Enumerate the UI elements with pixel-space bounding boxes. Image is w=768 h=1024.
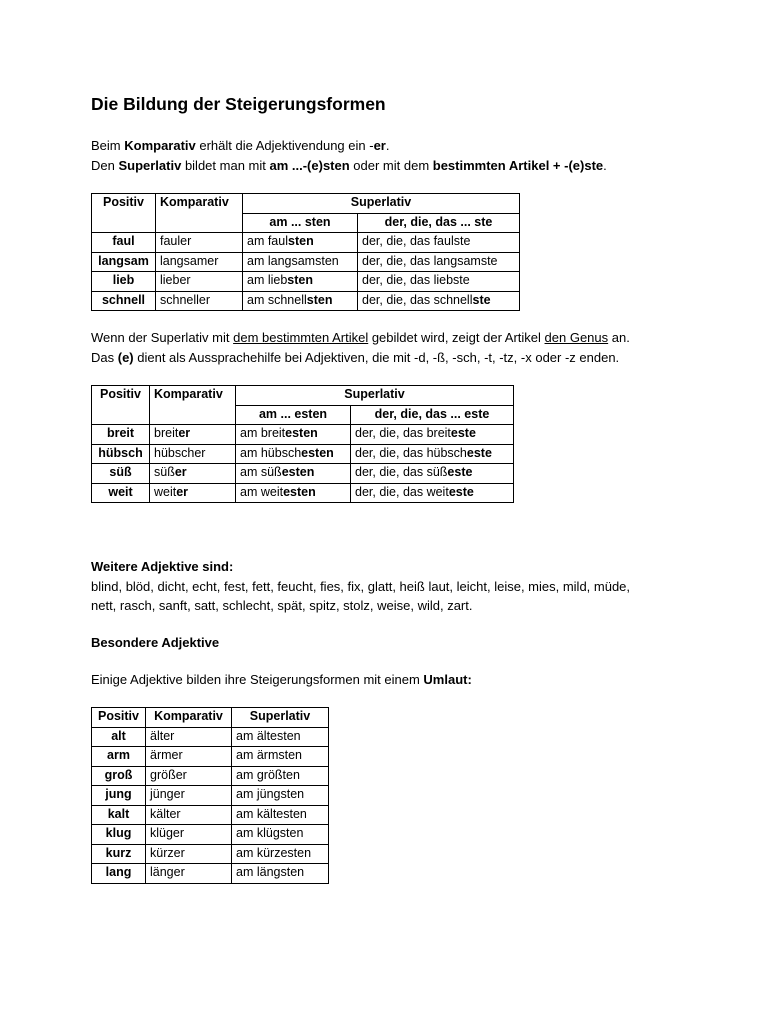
table-row — [92, 727, 329, 747]
cell-positiv: langsam — [92, 252, 156, 272]
table-row — [92, 805, 329, 825]
table-row — [92, 786, 329, 806]
cell-superlativ-der: der, die, das weiteste — [351, 483, 514, 503]
table-row — [92, 291, 520, 311]
table-row — [92, 747, 329, 767]
cell-superlativ-der: der, die, das hübscheste — [351, 444, 514, 464]
cell-superlativ-der: der, die, das breiteste — [351, 425, 514, 445]
header-sub-der: der, die, das ... este — [351, 405, 514, 425]
cell-superlativ-am: am weitesten — [236, 483, 351, 503]
explanation-line-1: Wenn der Superlativ mit dem bestimmten Artikel gebildet wird, zeigt der Artikel den Genus an. — [91, 330, 630, 345]
cell-komparativ: älter — [146, 727, 232, 747]
cell-superlativ: am ältesten — [232, 727, 329, 747]
cell-komparativ: kälter — [146, 805, 232, 825]
table-row — [92, 272, 520, 292]
cell-positiv: kalt — [92, 805, 146, 825]
cell-komparativ: breiter — [150, 425, 236, 445]
more-adjectives-section — [91, 557, 630, 616]
cell-superlativ-der: der, die, das süßeste — [351, 464, 514, 484]
intro-line-1: Beim Komparativ erhält die Adjektivendung ein -er. — [91, 138, 390, 153]
cell-positiv: lieb — [92, 272, 156, 292]
cell-positiv: klug — [92, 825, 146, 845]
header-positiv: Positiv — [92, 708, 146, 728]
cell-komparativ: klüger — [146, 825, 232, 845]
header-komparativ: Komparativ — [146, 708, 232, 728]
table-esten-superlative — [91, 385, 514, 503]
cell-positiv: jung — [92, 786, 146, 806]
cell-komparativ: ärmer — [146, 747, 232, 767]
cell-superlativ: am größten — [232, 766, 329, 786]
cell-superlativ-am: am hübschesten — [236, 444, 351, 464]
cell-positiv: arm — [92, 747, 146, 767]
cell-superlativ: am längsten — [232, 864, 329, 884]
cell-superlativ-am: am breitesten — [236, 425, 351, 445]
explanation-line-2: Das (e) dient als Aussprachehilfe bei Adjektiven, die mit -d, -ß, -sch, -t, -tz, -x oder -z enden. — [91, 349, 620, 365]
cell-superlativ-am: am langsamsten — [243, 252, 358, 272]
header-superlativ: Superlativ — [243, 194, 520, 214]
cell-positiv: breit — [92, 425, 150, 445]
intro-line-2: Den Superlativ bildet man mit am ...-(e)sten oder mit dem bestimmten Artikel + -(e)ste. — [91, 157, 607, 173]
intro-paragraph — [91, 136, 607, 175]
table-row — [92, 483, 514, 503]
table-row — [92, 444, 514, 464]
cell-positiv: faul — [92, 233, 156, 253]
adjective-list-line-1: blind, blöd, dicht, echt, fest, fett, feucht, fies, fix, glatt, heiß laut, leicht, leise, mies, mild, müde, — [91, 578, 631, 594]
header-positiv: Positiv — [92, 386, 150, 425]
special-adjectives-heading: Besondere Adjektive — [91, 635, 220, 650]
cell-superlativ-der: der, die, das liebste — [358, 272, 520, 292]
cell-positiv: lang — [92, 864, 146, 884]
cell-superlativ: am klügsten — [232, 825, 329, 845]
table-row — [92, 844, 329, 864]
explanation-paragraph — [91, 328, 630, 367]
cell-superlativ-am: am liebsten — [243, 272, 358, 292]
table-row — [92, 825, 329, 845]
cell-superlativ-am: am süßesten — [236, 464, 351, 484]
cell-komparativ: weiter — [150, 483, 236, 503]
table-umlaut — [91, 707, 329, 884]
cell-superlativ-der: der, die, das schnellste — [358, 291, 520, 311]
cell-komparativ: hübscher — [150, 444, 236, 464]
cell-komparativ: größer — [146, 766, 232, 786]
cell-komparativ: süßer — [150, 464, 236, 484]
table-regular-superlative — [91, 193, 520, 311]
cell-positiv: kurz — [92, 844, 146, 864]
cell-superlativ: am kürzesten — [232, 844, 329, 864]
header-komparativ: Komparativ — [156, 194, 243, 233]
cell-superlativ-der: der, die, das faulste — [358, 233, 520, 253]
cell-komparativ: länger — [146, 864, 232, 884]
table-row — [92, 766, 329, 786]
table-row — [92, 233, 520, 253]
cell-komparativ: jünger — [146, 786, 232, 806]
cell-superlativ-am: am faulsten — [243, 233, 358, 253]
header-sub-der: der, die, das ... ste — [358, 213, 520, 233]
cell-positiv: süß — [92, 464, 150, 484]
umlaut-intro: Einige Adjektive bilden ihre Steigerungsformen mit einem Umlaut: — [91, 672, 472, 687]
cell-komparativ: kürzer — [146, 844, 232, 864]
cell-superlativ: am ärmsten — [232, 747, 329, 767]
header-komparativ: Komparativ — [150, 386, 236, 425]
cell-positiv: weit — [92, 483, 150, 503]
cell-superlativ-am: am schnellsten — [243, 291, 358, 311]
cell-positiv: hübsch — [92, 444, 150, 464]
cell-superlativ: am kältesten — [232, 805, 329, 825]
header-sub-am: am ... esten — [236, 405, 351, 425]
adjective-list-line-2: nett, rasch, sanft, satt, schlecht, spät, spitz, stolz, weise, wild, zart. — [91, 598, 473, 613]
page-title: Die Bildung der Steigerungsformen — [91, 94, 386, 114]
header-superlativ: Superlativ — [232, 708, 329, 728]
header-superlativ: Superlativ — [236, 386, 514, 406]
cell-komparativ: schneller — [156, 291, 243, 311]
table-row — [92, 425, 514, 445]
cell-superlativ: am jüngsten — [232, 786, 329, 806]
cell-positiv: alt — [92, 727, 146, 747]
header-sub-am: am ... sten — [243, 213, 358, 233]
table-row — [92, 464, 514, 484]
cell-positiv: schnell — [92, 291, 156, 311]
cell-komparativ: langsamer — [156, 252, 243, 272]
section-heading: Weitere Adjektive sind: — [91, 559, 234, 574]
cell-komparativ: lieber — [156, 272, 243, 292]
cell-positiv: groß — [92, 766, 146, 786]
cell-komparativ: fauler — [156, 233, 243, 253]
table-row — [92, 864, 329, 884]
table-row — [92, 252, 520, 272]
cell-superlativ-der: der, die, das langsamste — [358, 252, 520, 272]
header-positiv: Positiv — [92, 194, 156, 233]
